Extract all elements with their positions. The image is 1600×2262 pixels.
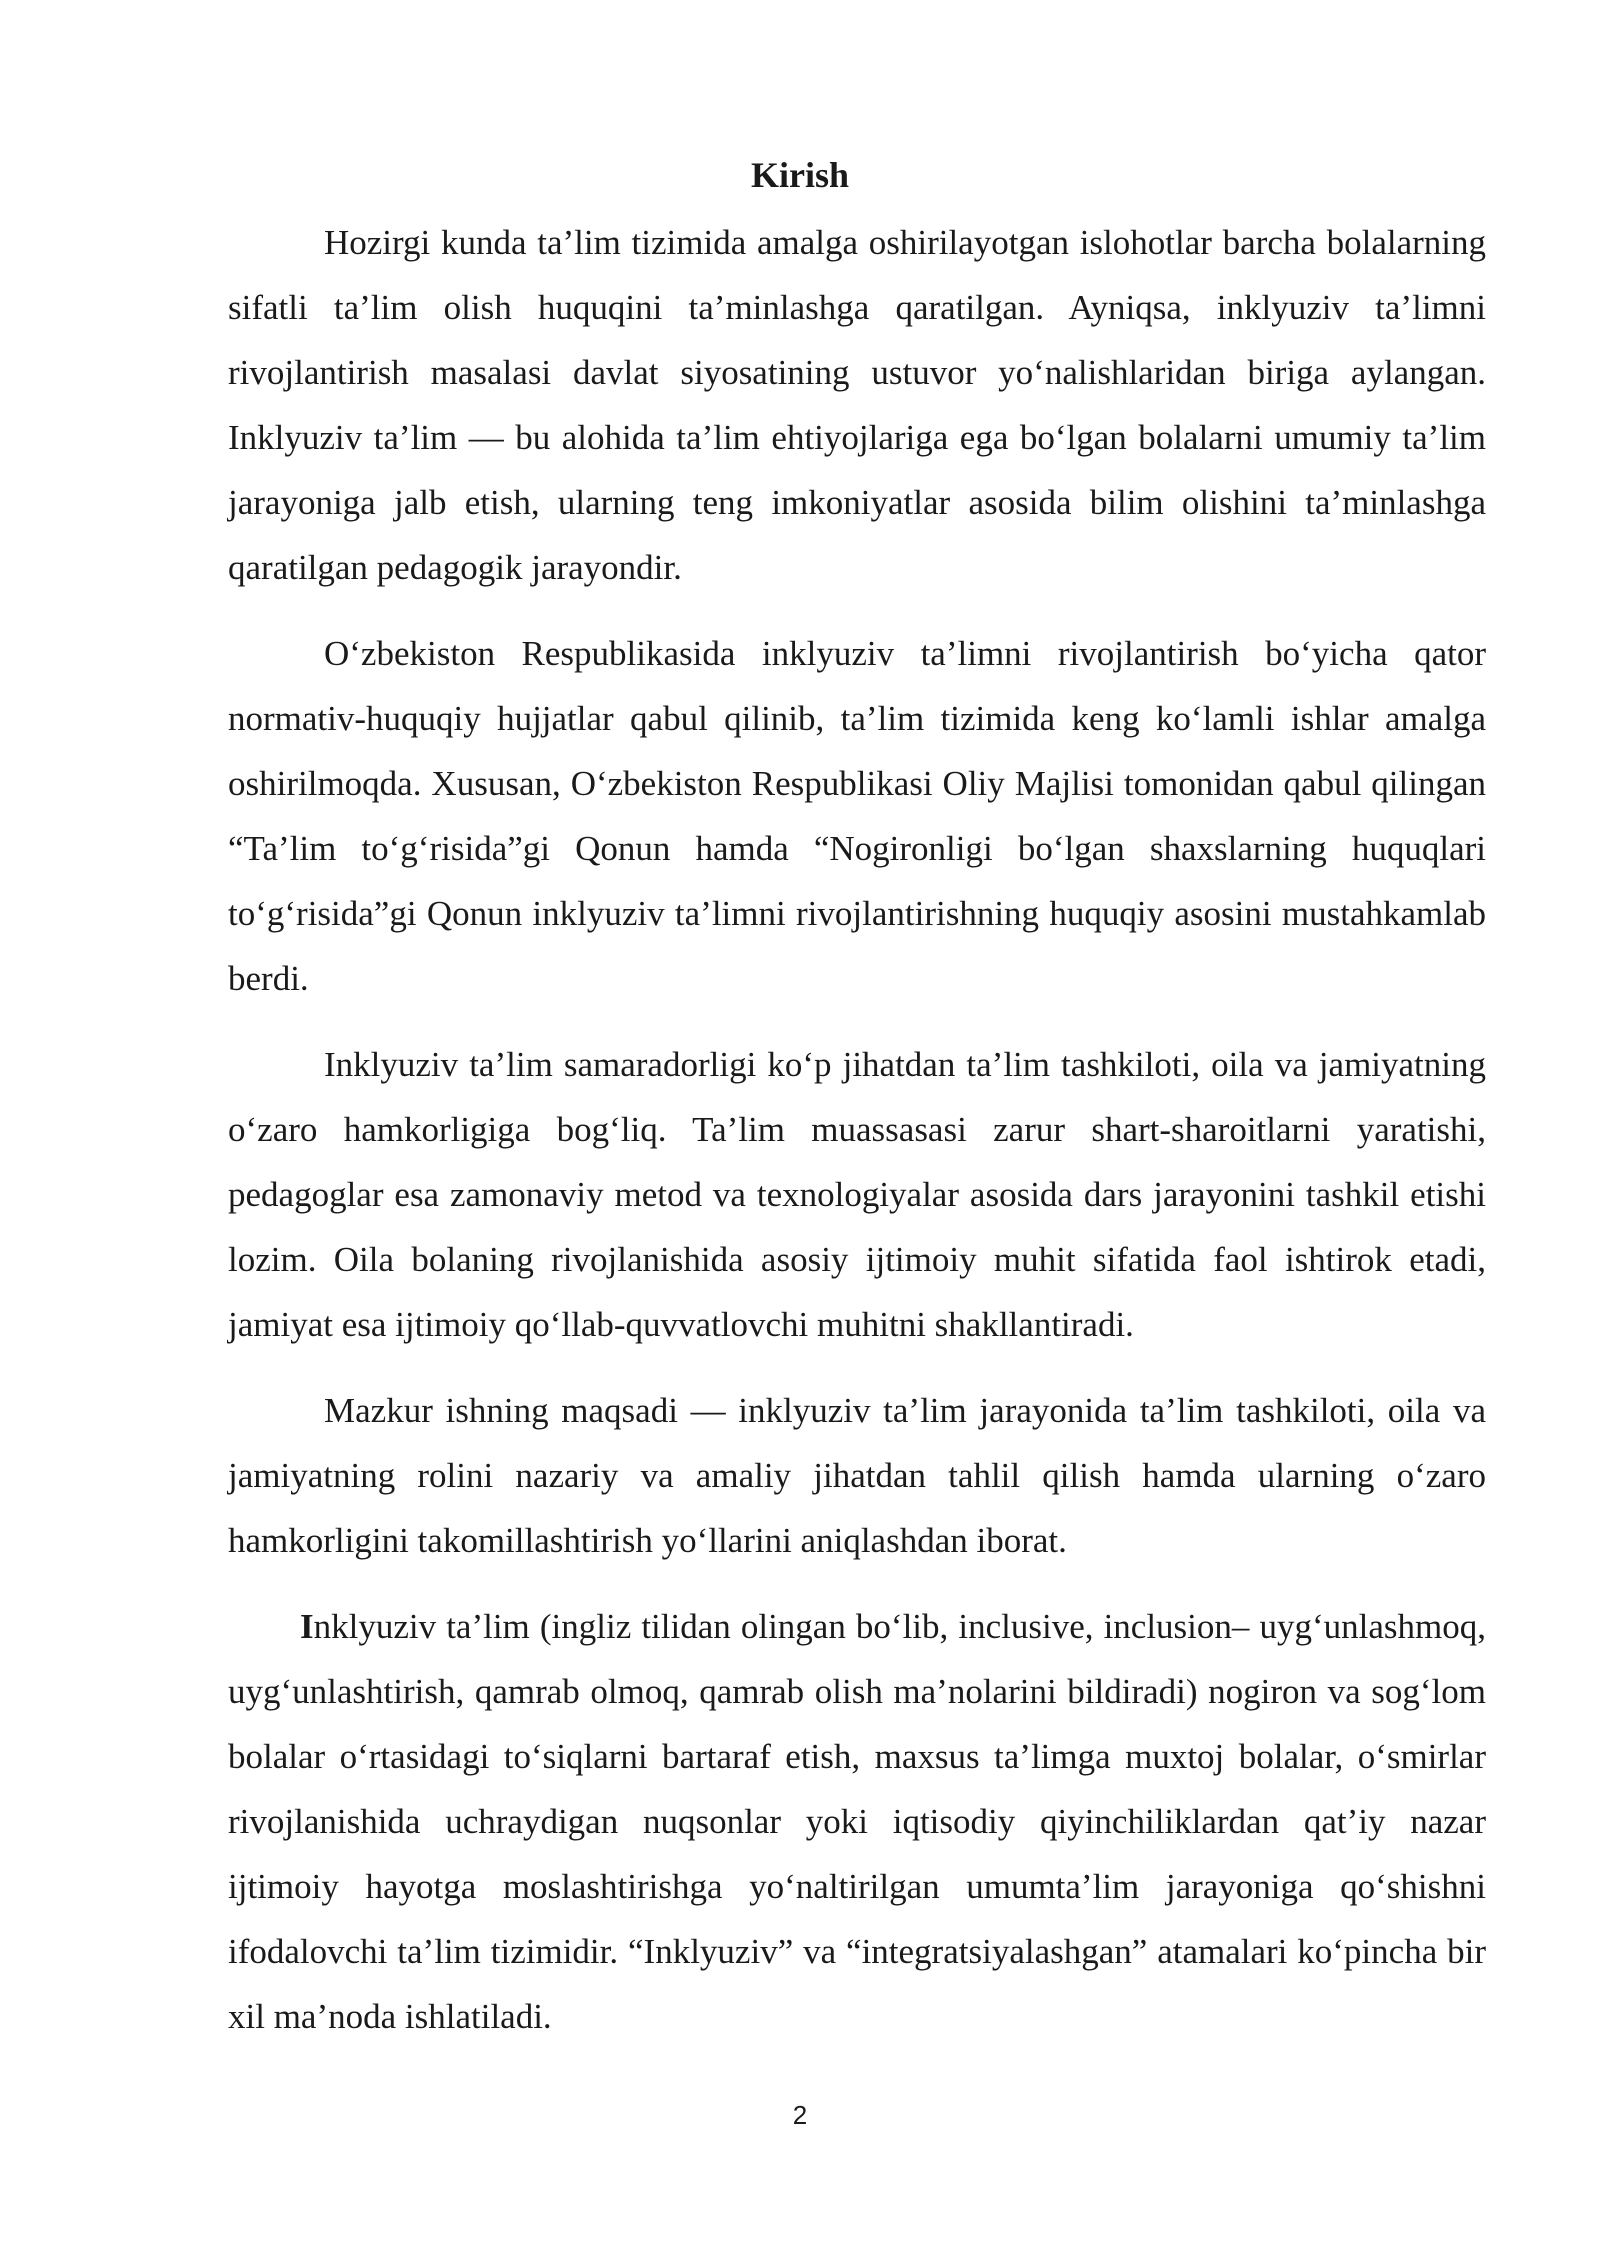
body-text bbox=[228, 210, 1486, 2049]
definition-text: nklyuziv ta’lim (ingliz tilidan olingan bo‘lib, inclusive, inclusion– uyg‘unlashmoq, uyg‘unlashtirish, qamrab olmoq, qamrab olish ma’nolarini bildiradi) nogiron va sog‘lom bolalar o‘rtasidagi to‘siqlarni bartaraf etish, maxsus ta’limga muxtoj bolalar, o‘smirlar rivojlanishida uchraydigan nuqsonlar yoki iqtisodiy qiyinchiliklardan qat’iy nazar ijtimoiy hayotga moslashtirishga yo‘naltirilgan umumta’lim jarayoniga qo‘shishni ifodalovchi ta’lim tizimidir. “Inklyuziv” va “integratsiyalashgan” atamalari ko‘pincha bir xil ma’noda ishlatiladi. bbox=[228, 1607, 1486, 2036]
paragraph-purpose: Mazkur ishning maqsadi — inklyuziv ta’lim jarayonida ta’lim tashkiloti, oila va jamiyatning rolini nazariy va amaliy jihatdan tahlil qilish hamda ularning o‘zaro hamkorligini takomillashtirish yo‘llarini aniqlashdan iborat. bbox=[228, 1391, 1486, 1560]
paragraph-definition bbox=[228, 1594, 1486, 2049]
bold-lead-letter: I bbox=[300, 1607, 314, 1646]
paragraph-legal-basis: O‘zbekiston Respublikasida inklyuziv ta’limni rivojlantirish bo‘yicha qator normativ-huquqiy hujjatlar qabul qilinib, ta’lim tizimida keng ko‘lamli ishlar amalga oshirilmoqda. Xususan, O‘zbekiston Respublikasi Oliy Majlisi tomonidan qabul qilingan “Ta’lim to‘g‘risida”gi Qonun hamda “Nogironligi bo‘lgan shaxslarning huquqlari to‘g‘risida”gi Qonun inklyuziv ta’limni rivojlantirishning huquqiy asosini mustahkamlab berdi. bbox=[228, 634, 1486, 998]
paragraph-introduction: Hozirgi kunda ta’lim tizimida amalga oshirilayotgan islohotlar barcha bolalarning sifatli ta’lim olish huquqini ta’minlashga qaratilgan. Ayniqsa, inklyuziv ta’limni rivojlantirish masalasi davlat siyosatining ustuvor yo‘nalishlaridan biriga aylangan. Inklyuziv ta’lim — bu alohida ta’lim ehtiyojlariga ega bo‘lgan bolalarni umumiy ta’lim jarayoniga jalb etish, ularning teng imkoniyatlar asosida bilim olishini ta’minlashga qaratilgan pedagogik jarayondir. bbox=[228, 223, 1486, 587]
paragraph-cooperation: Inklyuziv ta’lim samaradorligi ko‘p jihatdan ta’lim tashkiloti, oila va jamiyatning o‘zaro hamkorligiga bog‘liq. Ta’lim muassasasi zarur shart-sharoitlarni yaratishi, pedagoglar esa zamonaviy metod va texnologiyalar asosida dars jarayonini tashkil etishi lozim. Oila bolaning rivojlanishida asosiy ijtimoiy muhit sifatida faol ishtirok etadi, jamiyat esa ijtimoiy qo‘llab-quvvatlovchi muhitni shakllantiradi. bbox=[228, 1045, 1486, 1344]
page-number: 2 bbox=[792, 2100, 808, 2130]
section-title: Kirish bbox=[750, 155, 849, 195]
